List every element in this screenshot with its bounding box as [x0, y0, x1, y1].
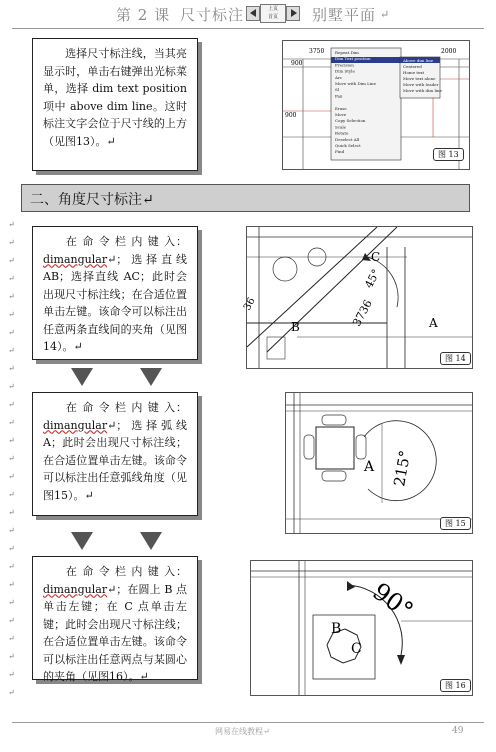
nav-top-label: 上页: [267, 6, 278, 12]
triangle-right-icon: [291, 9, 297, 17]
menu-item[interactable]: Move: [335, 112, 347, 117]
figure-13-label: 图 13: [433, 148, 464, 161]
instruction-text-2: ↵；选择直线 AB；选择直线 AC；此时会出现尺寸标注线；在合适位置单击左键。该命令可以标注出任意两条直线间的夹角（见图14）。↵: [43, 252, 187, 353]
menu-item[interactable]: Move with leader: [403, 82, 439, 87]
down-arrow-icon: [140, 532, 162, 550]
figure-15: [285, 392, 473, 534]
dim-label: 3750: [309, 48, 325, 55]
return-mark: ↵: [8, 364, 15, 373]
section-heading-bar: [21, 184, 470, 212]
return-mark: ↵: [8, 562, 15, 571]
point-label-c: C: [351, 641, 362, 657]
point-label-b: B: [331, 621, 342, 637]
return-mark: ↵: [8, 472, 15, 481]
figure-16: [250, 560, 473, 696]
instruction-text-4: ↵；在圆上 B 点单击左键；在 C 点单击左键；此时会出现尺寸标注线；在合适位置单击左键。该命令可以标注出任意两点与某圆心的夹角（见图16）。↵: [43, 582, 187, 683]
menu-item[interactable]: Find: [335, 149, 345, 155]
return-mark: ↵: [8, 580, 15, 589]
menu-item[interactable]: Precision: [335, 62, 354, 68]
instruction-text-1: 选择尺寸标注线，当其亮显示时，单击右键弹出光标菜单，选择 dim text position 项中 above dim line。这时标注文字会位于尺寸线的上方（见图13）。↵: [43, 47, 187, 148]
return-mark: ↵: [8, 490, 15, 499]
menu-item[interactable]: Dim Style: [335, 68, 355, 74]
return-mark: ↵: [380, 8, 391, 21]
menu-item[interactable]: Erase: [335, 105, 347, 111]
menu-item[interactable]: Move with dim line: [403, 88, 442, 93]
figure-13: [282, 40, 470, 170]
figure-14: [241, 226, 473, 369]
figure-15-label: 图 15: [440, 517, 471, 530]
menu-item[interactable]: Dim Text position: [335, 56, 371, 62]
instruction-box-2: [32, 226, 198, 360]
return-mark: ↵: [8, 256, 15, 265]
menu-item[interactable]: Arc: [335, 74, 343, 80]
dim-label: 900: [285, 112, 297, 119]
down-arrow-icon: [71, 368, 93, 386]
return-mark: ↵: [8, 634, 15, 643]
return-mark: ↵: [8, 670, 15, 679]
down-arrow-icon: [71, 532, 93, 550]
return-mark: ↵: [8, 400, 15, 409]
header-rule: [12, 28, 484, 29]
return-mark: ↵: [8, 436, 15, 445]
down-arrow-icon: [140, 368, 162, 386]
instruction-box-4: [32, 556, 198, 683]
dimension-label: 3736: [350, 297, 375, 329]
lesson-topic: 尺寸标注: [180, 6, 245, 24]
dim-label: 2000: [441, 48, 457, 55]
instruction-box-3: [32, 392, 198, 516]
dim-label: 900: [291, 60, 303, 67]
return-mark: ↵: [8, 526, 15, 535]
page-footer: [0, 722, 496, 752]
command-dimangular: dimangular: [43, 582, 108, 596]
return-mark: ↵: [8, 544, 15, 553]
triangle-left-icon: [250, 9, 256, 17]
angle-label: 90°: [367, 577, 419, 625]
point-label-b: B: [291, 320, 300, 334]
point-label-a: A: [364, 459, 375, 475]
angle-label: 215°: [390, 448, 415, 488]
footer-rule: [12, 722, 484, 723]
return-mark: ↵: [8, 418, 15, 427]
return-mark: ↵: [8, 346, 15, 355]
prev-page-button[interactable]: [246, 6, 260, 21]
return-mark: ↵: [8, 688, 15, 697]
nav-bottom-label: 首页: [267, 14, 278, 20]
return-mark: ↵: [8, 238, 15, 247]
command-dimangular: dimangular: [43, 418, 108, 432]
menu-item[interactable]: Pan: [335, 93, 343, 99]
figure-16-drawing: [251, 561, 472, 695]
menu-item[interactable]: Deselect All: [335, 136, 360, 142]
page-number: 49: [452, 726, 464, 736]
instruction-intro-4: 在 命 令 栏 内 键 入：: [65, 565, 187, 578]
return-mark: ↵: [8, 310, 15, 319]
figure-15-drawing: [286, 393, 472, 533]
return-mark: ↵: [8, 274, 15, 283]
menu-item[interactable]: Scale: [335, 124, 347, 130]
menu-item[interactable]: Centered: [403, 64, 422, 69]
return-mark: ↵: [8, 454, 15, 463]
menu-item[interactable]: Copy Selection: [335, 118, 366, 124]
point-label-c: C: [371, 250, 381, 264]
menu-item[interactable]: Sl: [335, 87, 340, 93]
menu-item[interactable]: Move text alone: [403, 76, 436, 81]
lesson-subtitle: 别墅平面: [312, 6, 377, 24]
instruction-text-3: ↵；选择弧线 A；此时会出现尺寸标注线；在合适位置单击左键。该命令可以标注出任意弧线角度（见图15）。↵: [43, 418, 187, 502]
instruction-box-1: [32, 38, 198, 171]
return-mark: ↵: [8, 616, 15, 625]
edge-label: 36: [241, 296, 258, 313]
next-page-button[interactable]: [286, 6, 300, 21]
section-title: 二、角度尺寸标注↵: [30, 192, 154, 208]
return-mark: ↵: [8, 508, 15, 517]
page-header: [0, 0, 496, 30]
page-nav-home[interactable]: [260, 4, 286, 23]
figure-14-label: 图 14: [440, 352, 471, 365]
command-dimangular: dimangular: [43, 252, 108, 266]
angle-label: 45°: [362, 267, 383, 291]
point-label-a: A: [429, 316, 438, 330]
instruction-intro-3: 在 命 令 栏 内 键 入：: [65, 401, 187, 414]
return-mark: ↵: [8, 598, 15, 607]
menu-item[interactable]: Move with Dim Line: [335, 81, 376, 86]
menu-item[interactable]: Quick Select: [335, 143, 361, 148]
return-mark: ↵: [8, 292, 15, 301]
figure-16-label: 图 16: [440, 679, 471, 692]
return-mark: ↵: [8, 328, 15, 337]
lesson-number: 第 2 课: [116, 6, 171, 24]
menu-item[interactable]: Home text: [403, 70, 425, 75]
return-mark: ↵: [8, 382, 15, 391]
menu-item[interactable]: Above dim line: [403, 58, 434, 63]
return-mark: ↵: [8, 220, 15, 229]
menu-item[interactable]: Rotate: [335, 130, 349, 136]
figure-14-drawing: [241, 227, 472, 368]
instruction-intro-2: 在 命 令 栏 内 键 入：: [65, 235, 187, 248]
return-mark: ↵: [8, 652, 15, 661]
footer-source: 网易在线教程↵: [215, 727, 270, 736]
menu-item[interactable]: Repeat Dim: [335, 50, 359, 55]
